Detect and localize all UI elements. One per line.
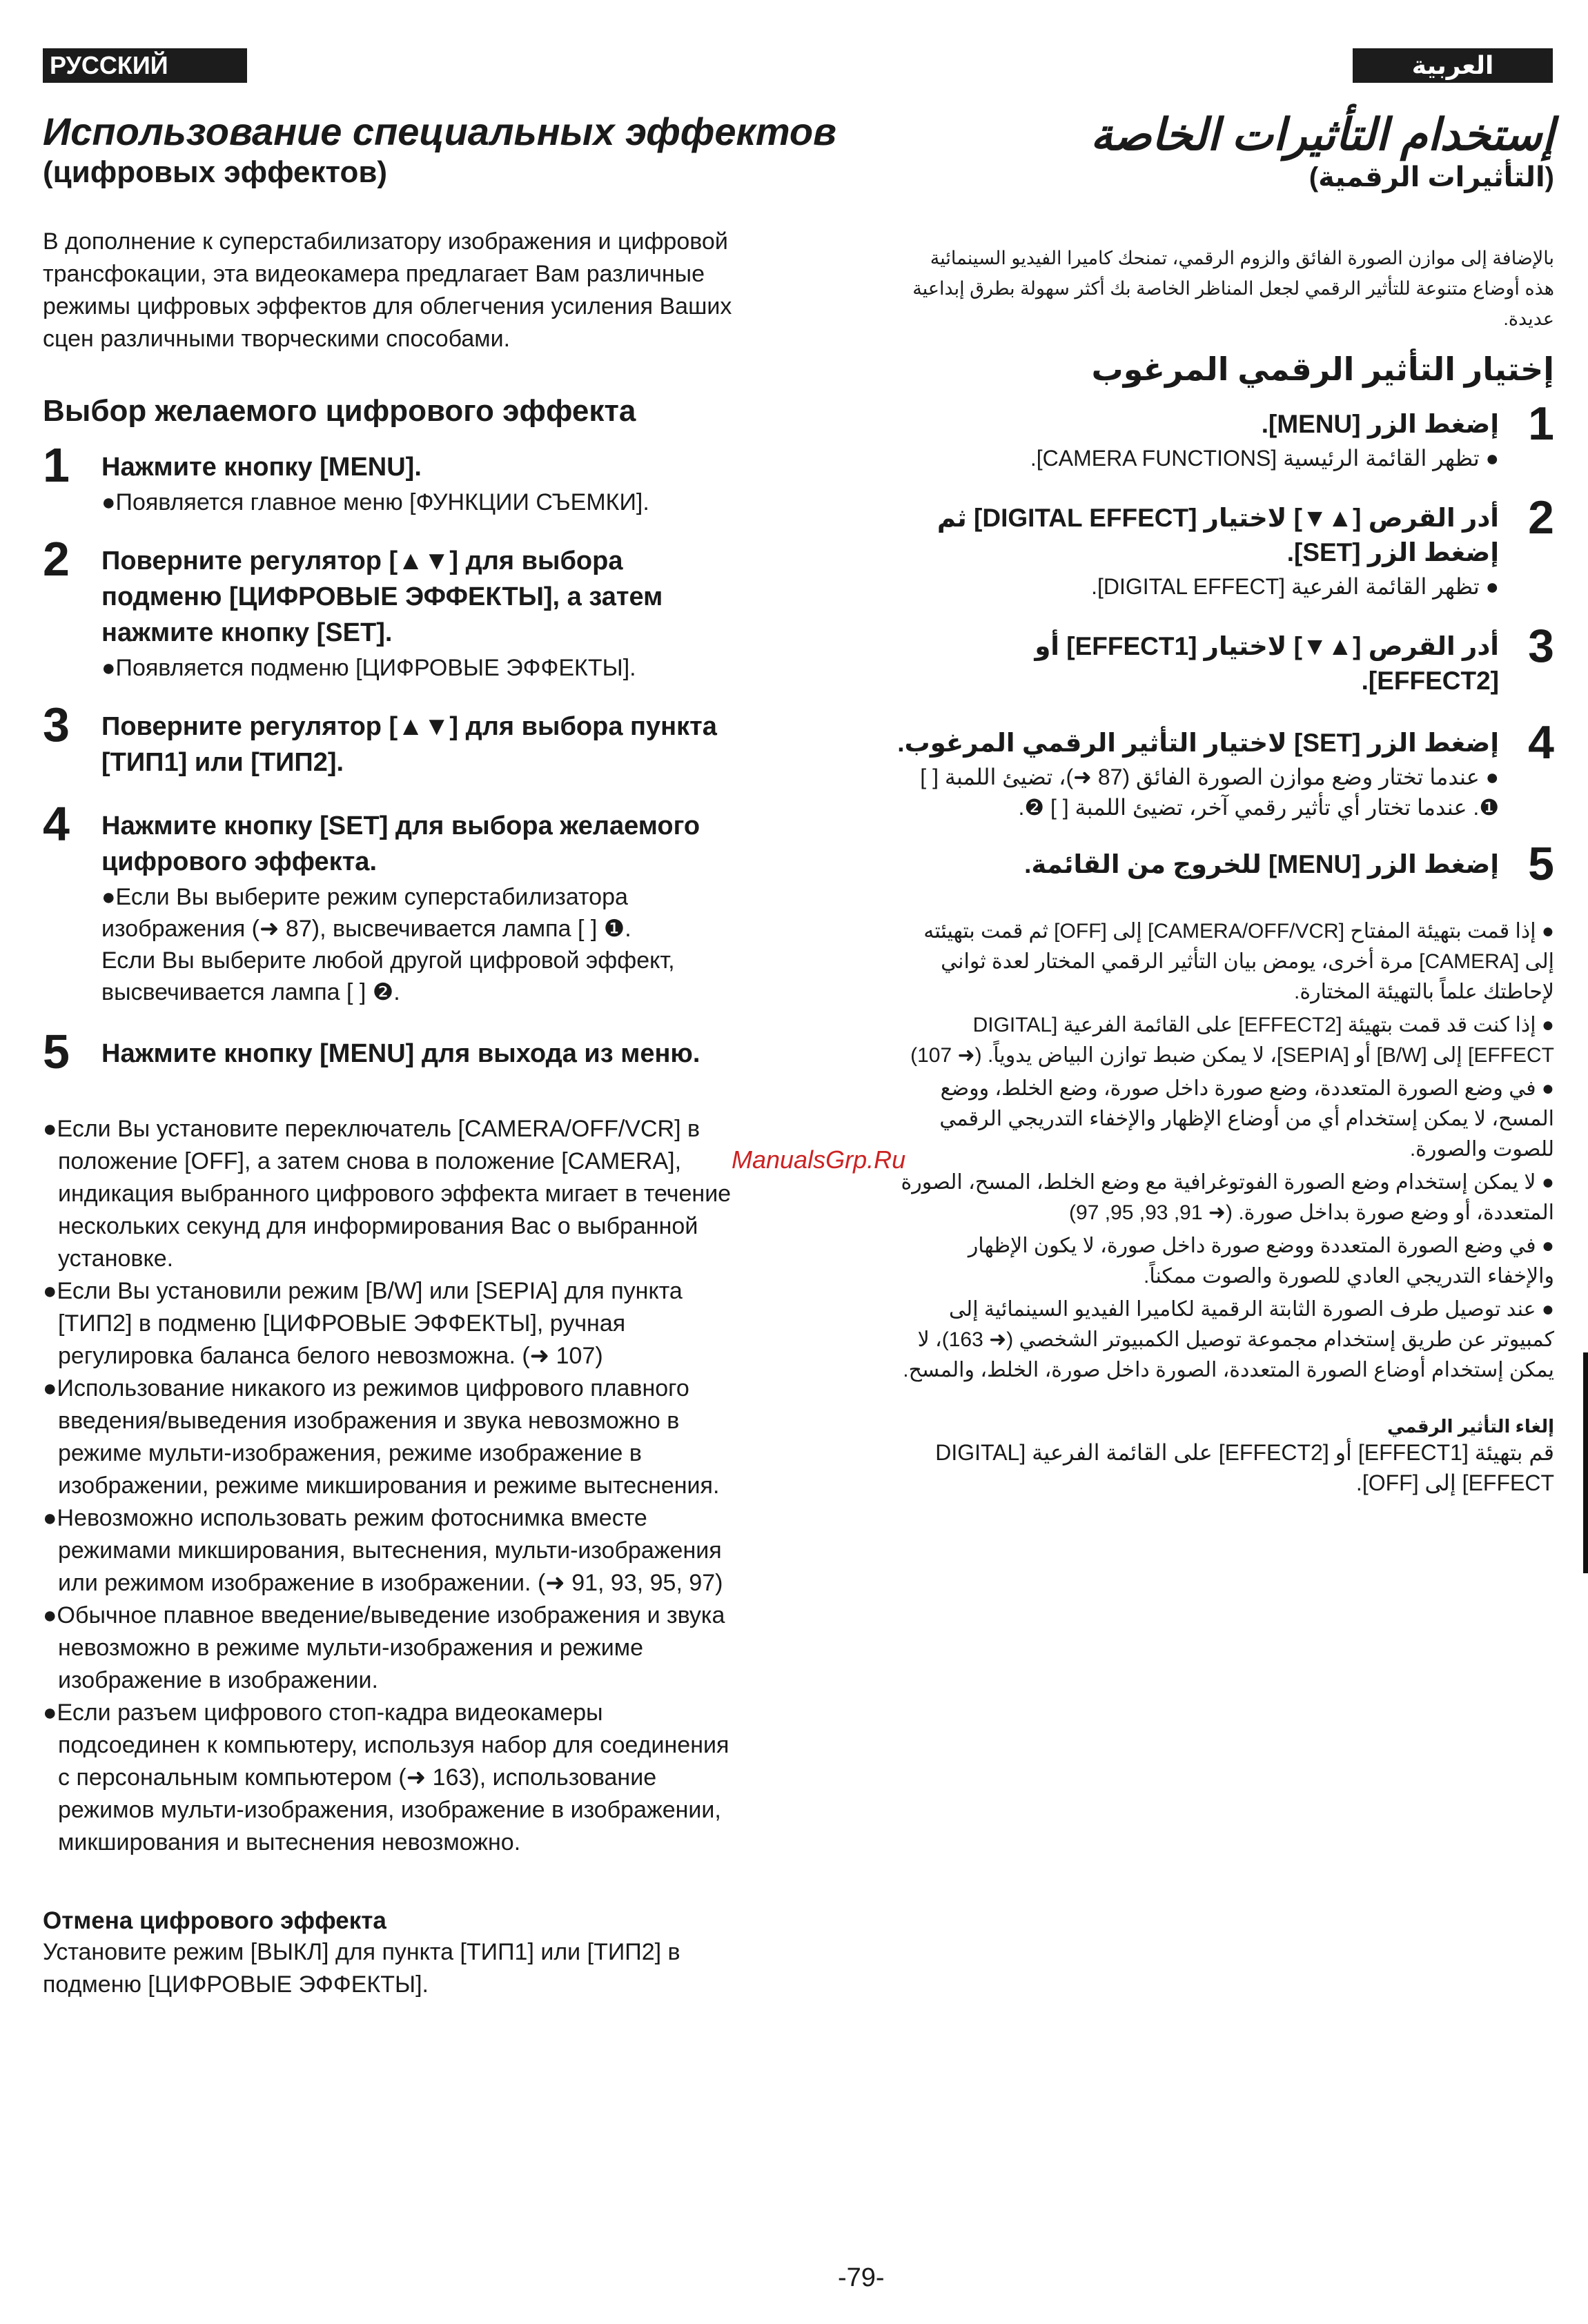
step-number: 1 xyxy=(43,437,70,492)
note-item: ●Если Вы установите переключатель [CAMERA/OFF/VCR] в положение [OFF], а затем снова в положение [CAMERA], индикация выбранного цифрового эффекта мигает в течение нескольких секунд для информирования Вас о выбранной установке. xyxy=(43,1115,732,1272)
intro-ru: В дополнение к суперстабилизатору изображения и цифровой трансфокации, эта видеокамера предлагает Вам различные режимы цифровых эффектов для облегчения усиления Ваших сцен различными творческими способами. xyxy=(43,228,732,352)
language-tab-russian: РУССКИЙ ЯЗЫК xyxy=(43,48,247,83)
step-note: ●Если Вы выберите режим суперстабилизатора изображения (➜ 87), высвечивается лампа [ ] ❶. Если Вы выберите любой другой цифровой эффект, высвечивается лампа [ ] ❷. xyxy=(101,883,675,1005)
note-item: ●Обычное плавное введение/выведение изображения и звука невозможно в режиме мульти-изображения и режиме изображение в изображении. xyxy=(43,1602,725,1693)
step-number: 4 xyxy=(43,796,70,851)
note-item: ● في وضع الصورة المتعددة ووضع صورة داخل صورة، لا يكون الإظهار والإخفاء التدريجي العادي للصورة والصوت ممكناً. xyxy=(968,1234,1554,1288)
step-text: Нажмите кнопку [MENU] для выхода из меню. xyxy=(101,1038,700,1068)
step-ar xyxy=(897,716,1554,823)
note-item: ●Если Вы установили режим [B/W] или [SEPIA] для пункта [ТИП2] в подменю [ЦИФРОВЫЕ ЭФФЕКТЫ], ручная регулировка баланса белого невозможна. (➜ 107) xyxy=(43,1277,683,1369)
page-number: -79- xyxy=(838,2263,885,2292)
note-item: ●Использование никакого из режимов цифрового плавного введения/выведения изображения и звука невозможно в режиме мульти-изображения, режиме изображение в изображении, режиме микширования и режиме вытеснения. xyxy=(43,1375,720,1499)
step-text: إضغط الزر [SET] لاختيار التأثير الرقمي المرغوب. xyxy=(897,729,1499,758)
notes-list-ar xyxy=(897,916,1554,1386)
intro-ar: بالإضافة إلى موازن الصورة الفائق والزوم الرقمي، تمنحك كاميرا الفيديو السينمائية هذه أوضاع متنوعة للتأثير الرقمي لجعل المناظر الخاصة بك أكثر سهولة بطرق إبداعية عديدة. xyxy=(912,248,1554,330)
section-title-ru: Выбор желаемого цифрового эффекта xyxy=(43,393,636,428)
page-title-ar: إستخدام التأثيرات الخاصة xyxy=(1090,110,1554,159)
step-text: Поверните регулятор [▲▼] для выбора пункта [ТИП1] или [ТИП2]. xyxy=(101,711,717,777)
note-item: ● عند توصيل طرف الصورة الثابتة الرقمية لكاميرا الفيديو السينمائية إلى كمبيوتر عن طريق إستخدام مجموعة توصيل الكمبيوتر الشخصي (➜ 163)، لا يمكن إستخدام أوضاع الصورة المتعددة، الصورة داخل صورة، الخلط، والمسح. xyxy=(903,1298,1554,1382)
step-number: 3 xyxy=(1528,620,1554,673)
language-tab-arabic: العربية xyxy=(1353,48,1553,83)
note-item: ● إذا كنت قد قمت بتهيئة [EFFECT2] على القائمة الفرعية [DIGITAL EFFECT] إلى [B/W] أو [SEPIA]، لا يمكن ضبط توازن البياض يدوياً. (➜ 107) xyxy=(910,1014,1554,1067)
page-subtitle-ru: (цифровых эффектов) xyxy=(43,155,388,189)
step-number: 5 xyxy=(1528,838,1554,891)
watermark: ManualsGrp.Ru xyxy=(732,1145,906,1174)
cancel-title-ru: Отмена цифрового эффекта xyxy=(43,1907,386,1934)
step-ru xyxy=(43,1024,857,1079)
step-ar xyxy=(897,491,1554,602)
arabic-column xyxy=(897,110,1554,1498)
cancel-text-ar: قم بتهيئة [EFFECT1] أو [EFFECT2] على القائمة الفرعية [DIGITAL EFFECT] إلى [OFF]. xyxy=(935,1440,1554,1496)
page-title-ru: Использование специальных эффектов xyxy=(43,110,836,153)
step-number: 1 xyxy=(1528,397,1554,451)
step-text: Нажмите кнопку [SET] для выбора желаемого цифрового эффекта. xyxy=(101,811,700,876)
step-ru xyxy=(43,437,857,518)
step-number: 2 xyxy=(43,531,70,586)
step-ar xyxy=(897,620,1554,698)
cancel-text-ru: Установите режим [ВЫКЛ] для пункта [ТИП1] или [ТИП2] в подменю [ЦИФРОВЫЕ ЭФФЕКТЫ]. xyxy=(43,1938,680,1998)
step-ru xyxy=(43,531,857,684)
note-item: ●Если разъем цифрового стоп-кадра видеокамеры подсоединен к компьютеру, используя набор для соединения с персональным компьютером (➜ 163), использование режимов мульти-изображения, изображение в изображении, микширования и вытеснения невозможно. xyxy=(43,1699,729,1855)
step-number: 3 xyxy=(43,697,70,751)
step-note: ● عندما تختار وضع موازن الصورة الفائق (87 ➜)، تضيئ اللمبة [ ] ❶. عندما تختار أي تأثير رقمي آخر، تضيئ اللمبة [ ] ❷. xyxy=(920,765,1499,820)
step-text: أدر القرص [▲▼] لاختيار [DIGITAL EFFECT] ثم إضغط الزر [SET]. xyxy=(937,504,1499,567)
step-ru xyxy=(43,697,857,780)
page-subtitle-ar: (التأثيرات الرقمية) xyxy=(1308,162,1554,193)
step-number: 4 xyxy=(1528,716,1554,769)
step-note: ● تظهر القائمة الرئيسية [CAMERA FUNCTIONS]. xyxy=(1030,446,1499,471)
step-number: 5 xyxy=(43,1024,70,1079)
step-ar xyxy=(897,397,1554,473)
step-number: 2 xyxy=(1528,491,1554,544)
note-item: ● في وضع الصورة المتعددة، وضع صورة داخل صورة، وضع الخلط، ووضع المسح، لا يمكن إستخدام أي من أوضاع الإظهار والإخفاء التدريجي الرقمي للصوت والصورة. xyxy=(939,1077,1554,1161)
step-ar xyxy=(897,838,1554,891)
note-item: ●Невозможно использовать режим фотоснимка вместе режимами микширования, вытеснения, мульти-изображения или режимом изображение в изображении. (➜ 91, 93, 95, 97) xyxy=(43,1504,723,1596)
notes-list-ru xyxy=(43,1113,857,1859)
step-note: ● تظهر القائمة الفرعية [DIGITAL EFFECT]. xyxy=(1091,574,1499,600)
step-text: Поверните регулятор [▲▼] для выбора подменю [ЦИФРОВЫЕ ЭФФЕКТЫ], а затем нажмите кнопку [SET]. xyxy=(101,546,663,647)
step-note: ●Появляется главное меню [ФУНКЦИИ СЪЕМКИ]. xyxy=(101,489,649,515)
section-title-ar: إختيار التأثير الرقمي المرغوب xyxy=(1091,351,1554,388)
cancel-title-ar: إلغاء التأثير الرقمي xyxy=(1386,1416,1554,1437)
step-ru xyxy=(43,796,857,1008)
note-item: ● لا يمكن إستخدام وضع الصورة الفوتوغرافية مع وضع الخلط، المسح، الصورة المتعددة، أو وضع صورة بداخل صورة. (➜ 91, 93, 95, 97) xyxy=(901,1171,1554,1225)
step-note: ●Появляется подменю [ЦИФРОВЫЕ ЭФФЕКТЫ]. xyxy=(101,654,636,681)
step-text: Нажмите кнопку [MENU]. xyxy=(101,452,422,482)
step-text: إضغط الزر [MENU]. xyxy=(1261,410,1499,439)
russian-column xyxy=(43,110,857,2001)
step-text: أدر القرص [▲▼] لاختيار [EFFECT1] أو [EFFECT2]. xyxy=(1035,632,1499,696)
page-edge-marker xyxy=(1583,1352,1588,1573)
step-text: إضغط الزر [MENU] للخروج من القائمة. xyxy=(1024,850,1499,879)
note-item: ● إذا قمت بتهيئة المفتاح [CAMERA/OFF/VCR] إلى [OFF] ثم قمت بتهيئته إلى [CAMERA] مرة أخرى، يومض بيان التأثير الرقمي المختار لعدة ثواني لإحاطتك علماً بالتهيئة المختارة. xyxy=(923,920,1554,1004)
